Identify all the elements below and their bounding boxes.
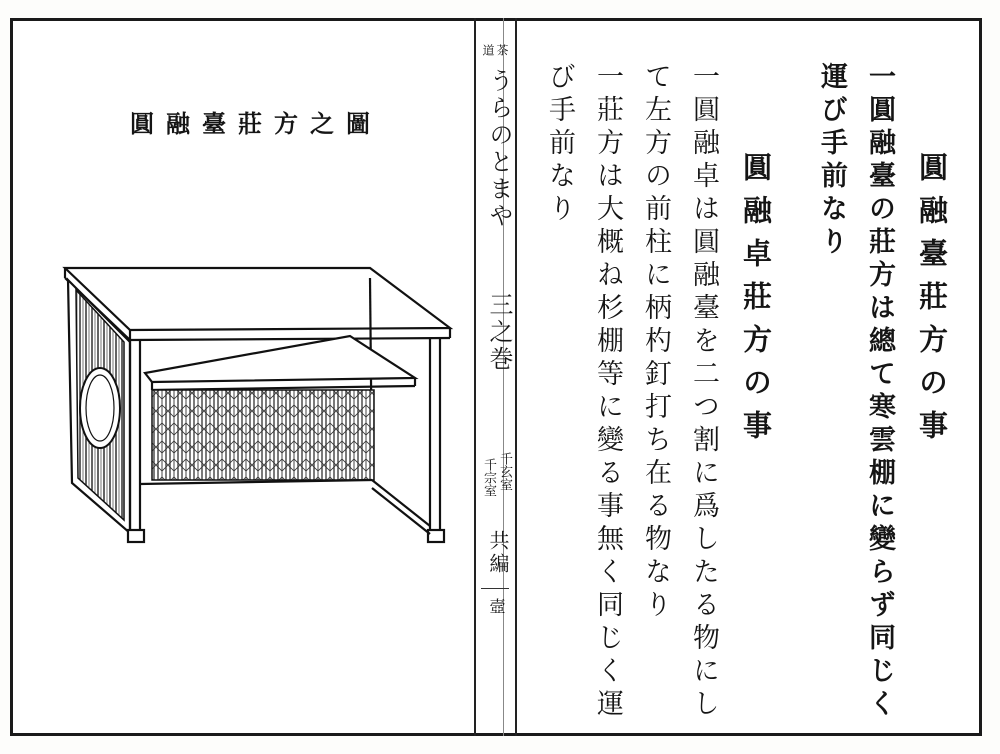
text-column-4: て左方の前柱に柄杓釘打ち在る物なり bbox=[640, 62, 671, 623]
text-column-2: 運び手前なり bbox=[816, 62, 847, 260]
spine-book-title: うらのとまや bbox=[485, 68, 513, 230]
spine-separator bbox=[481, 588, 509, 589]
spine-series-right: 茶 bbox=[495, 44, 509, 56]
heading-enyudai: 圓融臺莊方の事 bbox=[915, 152, 949, 453]
spine-volume: 三之巻 bbox=[485, 292, 513, 373]
spine-author-right: 千玄室 bbox=[497, 452, 512, 491]
illustration-title: 圓融臺莊方之圖 bbox=[130, 109, 382, 138]
spine-co-edit: 共編 bbox=[486, 530, 510, 576]
table-illustration bbox=[60, 258, 460, 558]
text-column-3: 一圓融卓は圓融臺を二つ割に爲したる物にし bbox=[688, 62, 719, 722]
text-column-5: 一莊方は大概ね杉棚等に變る事無く同じく運 bbox=[592, 62, 623, 722]
spine-page-mark: 壼 bbox=[487, 598, 506, 614]
spine-left-rule bbox=[474, 18, 476, 736]
text-column-6: び手前なり bbox=[544, 62, 575, 227]
text-column-1: 一圓融臺の莊方は總て寒雲棚に變らず同じく bbox=[864, 62, 895, 722]
spine-author-left: 千宗室 bbox=[481, 458, 496, 497]
spine-series-left: 道 bbox=[481, 44, 495, 56]
heading-enyutaku: 圓融卓莊方の事 bbox=[739, 152, 773, 453]
